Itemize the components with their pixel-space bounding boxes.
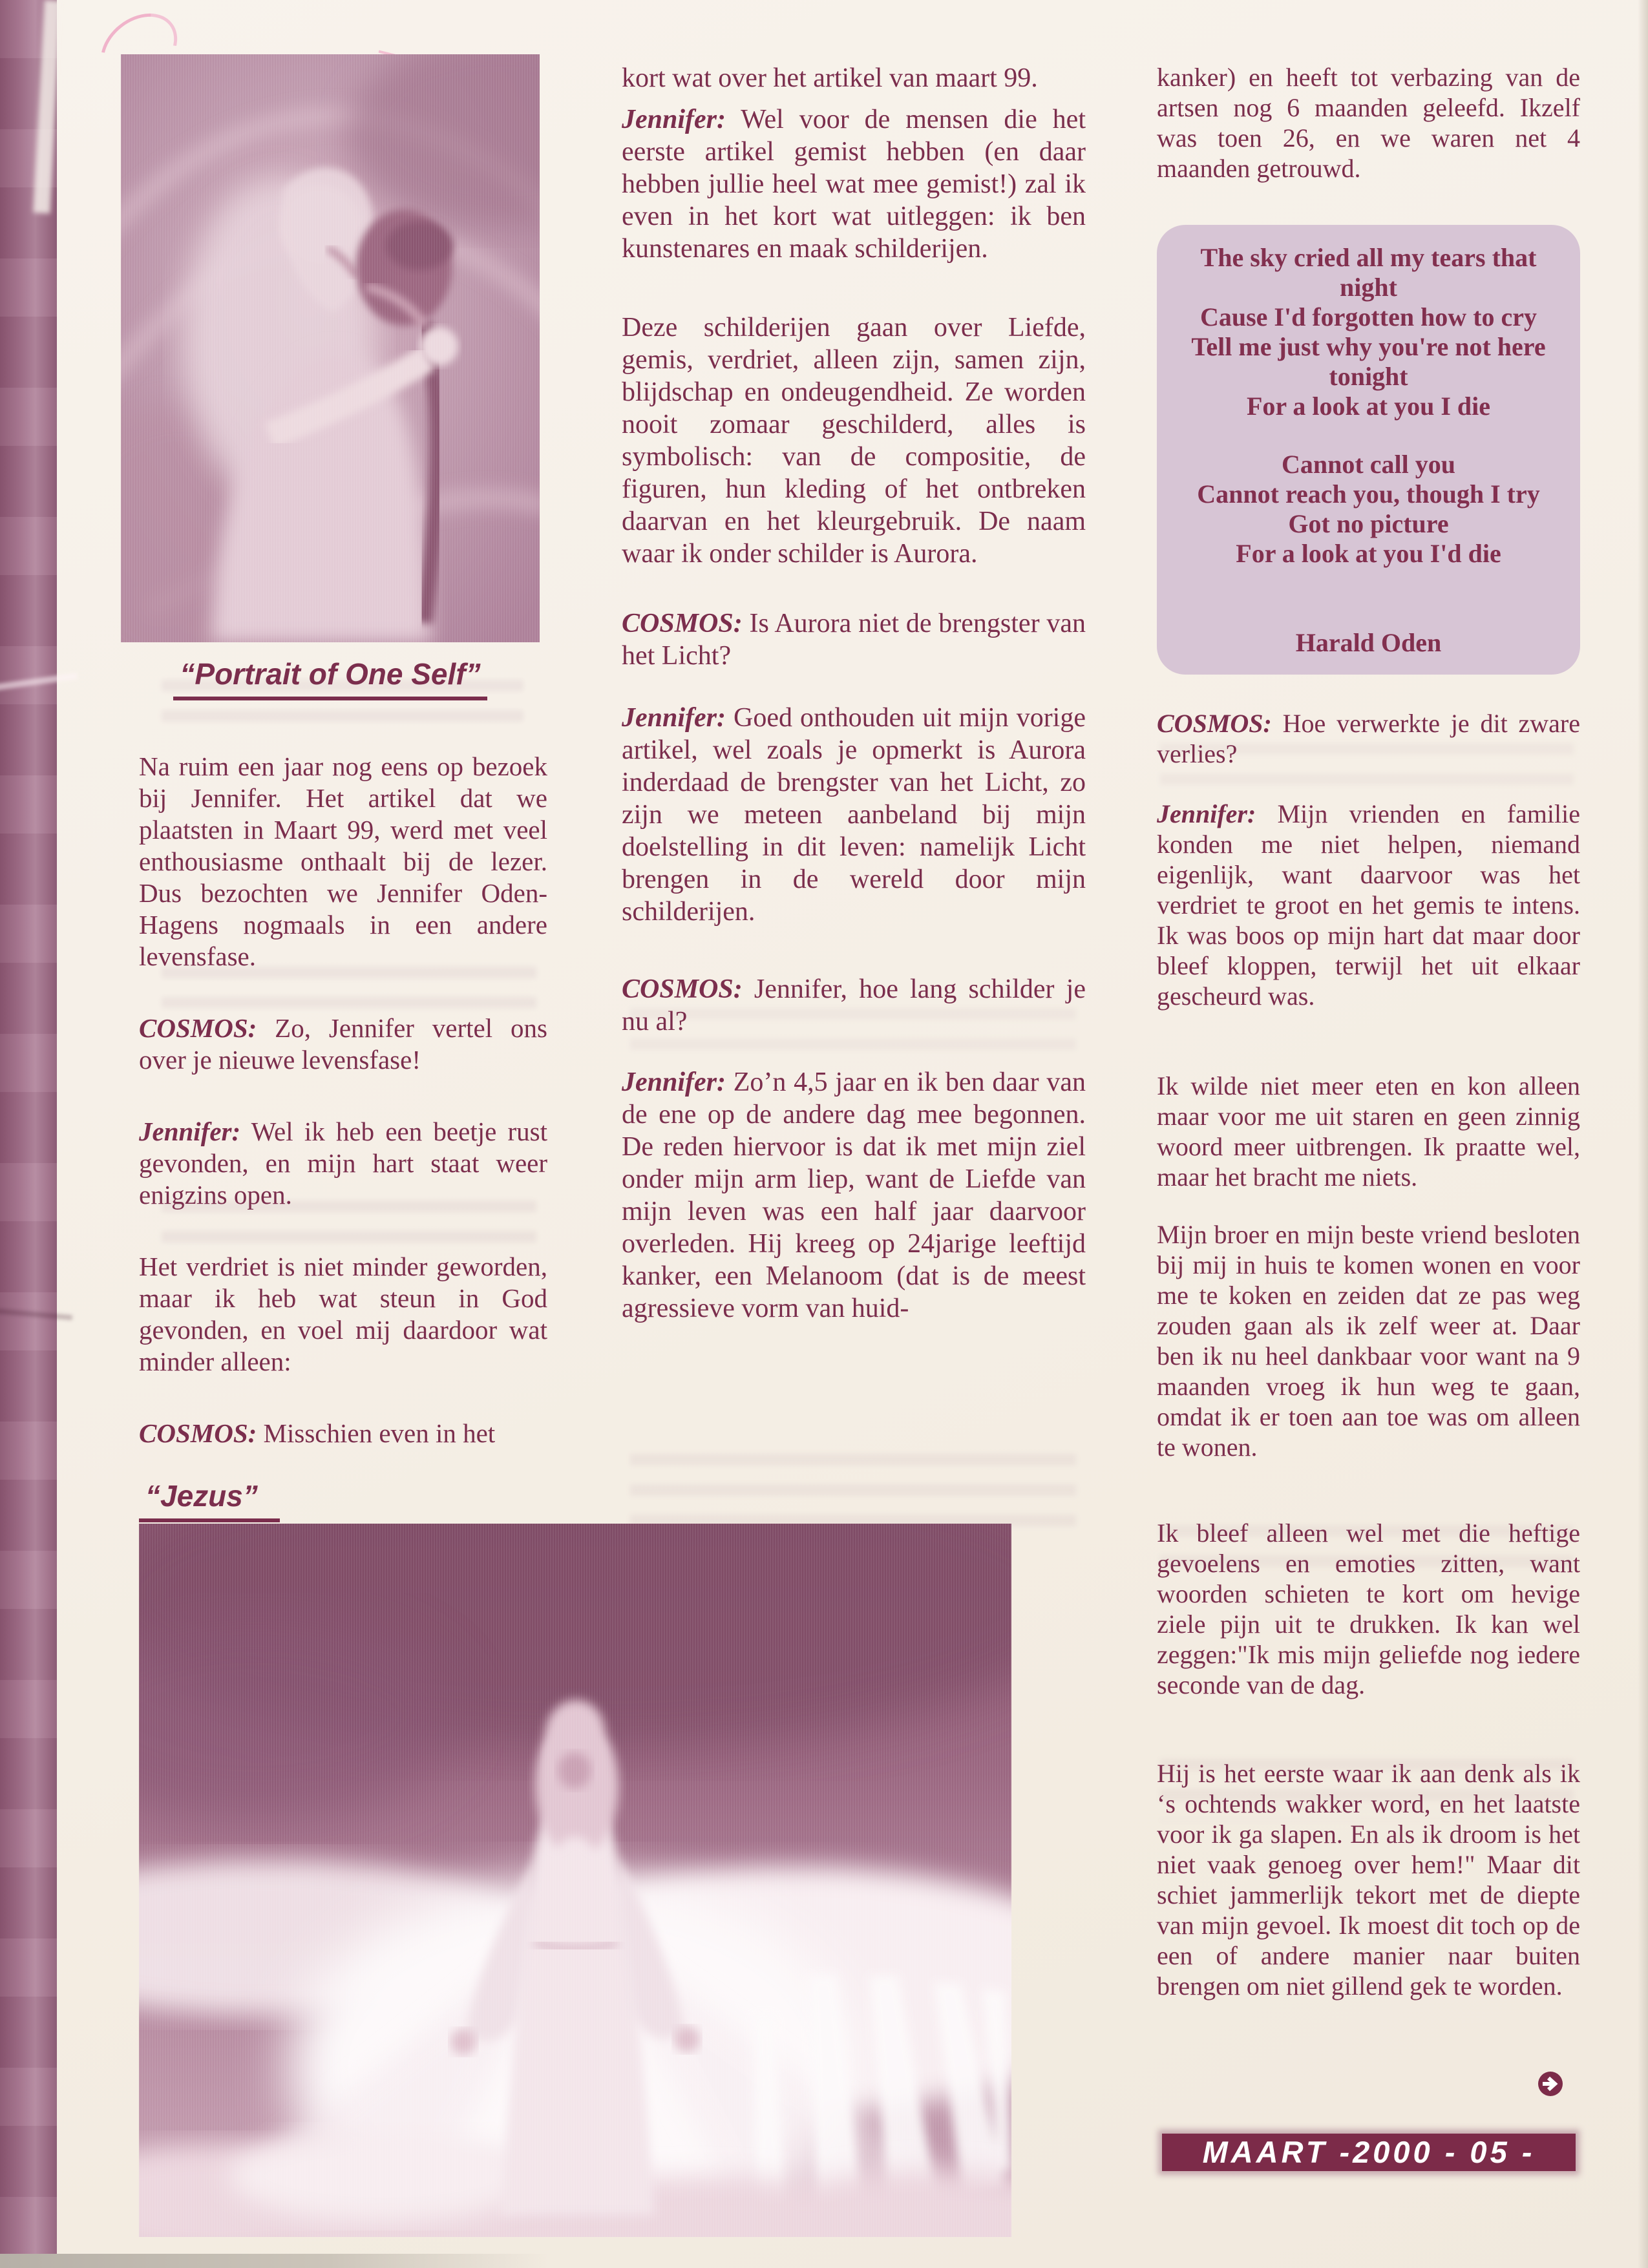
speaker-label: Jennifer:: [622, 1067, 726, 1097]
poem-author: Harald Oden: [1295, 628, 1442, 657]
poem-line: For a look at you I'd die: [1236, 539, 1501, 568]
paragraph: [1157, 1758, 1580, 2001]
paragraph: [622, 973, 1086, 1038]
jezus-caption: [139, 1478, 280, 1522]
speaker-label: COSMOS:: [139, 1013, 257, 1043]
paragraph-text: Zo’n 4,5 jaar en ik ben daar van de ene op de andere dag mee begonnen. De reden hiervoor is dat ik met mijn ziel onder mijn arm liep, want de Liefde van mijn leven was een half jaar daarvoor overleden. Hij kreeg op 24jarige leeftijd kanker, een Melanoom (dat is de meest agressieve vorm van huid-: [622, 1067, 1086, 1323]
paragraph-text: kort wat over het artikel van maart 99.: [622, 63, 1038, 93]
speaker-label: COSMOS:: [1157, 709, 1272, 738]
poem-line: The sky cried all my tears that night: [1200, 243, 1537, 302]
poem-line: Cannot call you: [1282, 450, 1455, 479]
paragraph-text: Ik bleef alleen wel met die heftige gevoelens en emoties zitten, want woorden schieten te kort om hevige ziele pijn uit te drukken. Ik kan wel zeggen:"Ik mis mijn geliefde nog iedere seconde van de dag.: [1157, 1518, 1580, 1699]
scan-edge: [0, 2254, 549, 2268]
paragraph: [139, 1418, 547, 1449]
poem-line: For a look at you I die: [1246, 392, 1491, 421]
speaker-label: COSMOS:: [622, 609, 743, 638]
paragraph: [1157, 1071, 1580, 1192]
continue-arrow-icon: [1537, 2070, 1564, 2097]
poem-line: Got no picture: [1288, 509, 1449, 538]
paragraph-text: Hoe verwerkte je dit zware verlies?: [1157, 709, 1580, 768]
paragraph: [622, 607, 1086, 672]
paragraph: [1157, 1518, 1580, 1700]
poem-line: Cause I'd forgotten how to cry: [1199, 302, 1537, 331]
paragraph-text: Hij is het eerste waar ik aan denk als ik ‘s ochtends wakker word, en het laatste voor ik ga slapen. En als ik droom is het niet vaak genoeg over hem!" Maar dit schiet jammerlijk tekort met de diepte van mijn gevoel. Ik moest dit toch op de een of andere manier naar buiten brengen om niet gillend gek te worden.: [1157, 1759, 1580, 2000]
paragraph-text: Goed onthouden uit mijn vorige artikel, wel zoals je opmerkt is Aurora inderdaad de brengster van het Licht, zo zijn we meteen aanbeland bij mijn doelstelling in dit leven: namelijk Licht brengen in de wereld door mijn schilderijen.: [622, 703, 1086, 927]
paragraph-text: Wel ik heb een beetje rust gevonden, en mijn hart staat weer enigzins open.: [139, 1117, 547, 1210]
paragraph: [622, 311, 1086, 570]
poem-stanza: [1176, 450, 1561, 569]
paragraph-text: Na ruim een jaar nog eens op bezoek bij Jennifer. Het artikel dat we plaatsten in Maart 99, werd met veel enthousiasme onthaalt bij de lezer. Dus bezochten we Jennifer Oden-Hagens nogmaals in een andere levensfase.: [139, 751, 547, 971]
speaker-label: COSMOS:: [622, 974, 743, 1004]
paragraph-text: Is Aurora niet de brengster van het Licht?: [622, 609, 1086, 671]
ghost-text: [630, 1454, 1076, 1531]
paragraph: [1157, 799, 1580, 1011]
paragraph: [1157, 1219, 1580, 1462]
paragraph-text: kanker) en heeft tot verbazing van de artsen nog 6 maanden geleefd. Ikzelf was toen 26, en we waren net 4 maanden getrouwd.: [1157, 63, 1580, 183]
page-edge: [1638, 0, 1648, 2268]
paragraph-text: Wel voor de mensen die het eerste artikel gemist hebben (en daar hebben jullie heel wat mee gemist!) zal ik even in het kort wat uitleggen: ik ben kunstenares en maak schilderijen.: [622, 105, 1086, 264]
poem-stanza: [1176, 243, 1561, 421]
paragraph-text: Deze schilderijen gaan over Liefde, gemis, verdriet, alleen zijn, samen zijn, blijdschap en ondeugendheid. Ze worden nooit zomaar geschilderd, alles is symbolisch: van de compositie, de figuren, hun kleding of het ontbreken daarvan en het kleurgebruik. De naam waar ik onder schilder is Aurora.: [622, 313, 1086, 569]
speaker-label: Jennifer:: [1157, 799, 1256, 828]
speaker-label: Jennifer:: [622, 105, 726, 134]
paragraph-text: Zo, Jennifer vertel ons over je nieuwe levensfase!: [139, 1013, 547, 1075]
halftone-texture: [121, 54, 540, 642]
column-3: [1157, 62, 1580, 2001]
paragraph: [622, 62, 1086, 94]
poem-line: Cannot reach you, though I try: [1197, 479, 1540, 509]
poem-box: [1157, 225, 1580, 675]
portrait-painting-image: [121, 54, 540, 642]
jezus-caption-text: “Jezus”: [139, 1478, 280, 1522]
poem-line: Tell me just why you're not here tonight: [1191, 332, 1546, 391]
jezus-painting-image: [139, 1524, 1011, 2237]
paragraph: [139, 1116, 547, 1211]
paragraph-text: Jennifer, hoe lang schilder je nu al?: [622, 974, 1086, 1036]
portrait-caption-text: “Portrait of One Self”: [173, 656, 487, 700]
paragraph: [622, 702, 1086, 928]
speaker-label: COSMOS:: [139, 1418, 257, 1448]
paragraph: [1157, 62, 1580, 184]
paragraph: [139, 1251, 547, 1378]
column-2: [622, 62, 1086, 1325]
paragraph-text: Misschien even in het: [257, 1418, 496, 1448]
paragraph-text: Mijn broer en mijn beste vriend besloten bij mij in huis te komen wonen en voor me te koken en zeiden dat ze pas weg zouden gaan als ik zelf weer at. Daar ben ik nu heel dankbaar voor want na 9 maanden vroeg ik hun weg te gaan, omdat ik er toen aan toe was om alleen te wonen.: [1157, 1220, 1580, 1462]
portrait-caption: [121, 656, 540, 700]
paragraph-text: Het verdriet is niet minder geworden, maar ik heb wat steun in God gevonden, en voel mij daardoor wat minder alleen:: [139, 1252, 547, 1376]
footer-issue-badge: MAART -2000 - 05 -: [1162, 2134, 1576, 2171]
paragraph-text: Mijn vrienden en familie konden me niet helpen, niemand eigenlijk, want daarvoor was het verdriet te groot en het gemis te intens. Ik was boos op mijn hart dat maar door bleef kloppen, terwijl het uit elkaar gescheurd was.: [1157, 799, 1580, 1011]
halftone-texture: [139, 1524, 1011, 2237]
speaker-label: Jennifer:: [622, 703, 726, 733]
paragraph: [139, 751, 547, 972]
paragraph-text: Ik wilde niet meer eten en kon alleen maar voor me uit staren en geen zinnig woord meer uitbrengen. Ik praatte wel, maar het bracht me niets.: [1157, 1071, 1580, 1192]
paragraph: [139, 1013, 547, 1076]
column-1: [139, 751, 547, 1489]
paragraph: [622, 1066, 1086, 1325]
paragraph: [1157, 708, 1580, 769]
speaker-label: Jennifer:: [139, 1117, 241, 1146]
spine-texture: [0, 0, 57, 2268]
paragraph: [622, 103, 1086, 265]
